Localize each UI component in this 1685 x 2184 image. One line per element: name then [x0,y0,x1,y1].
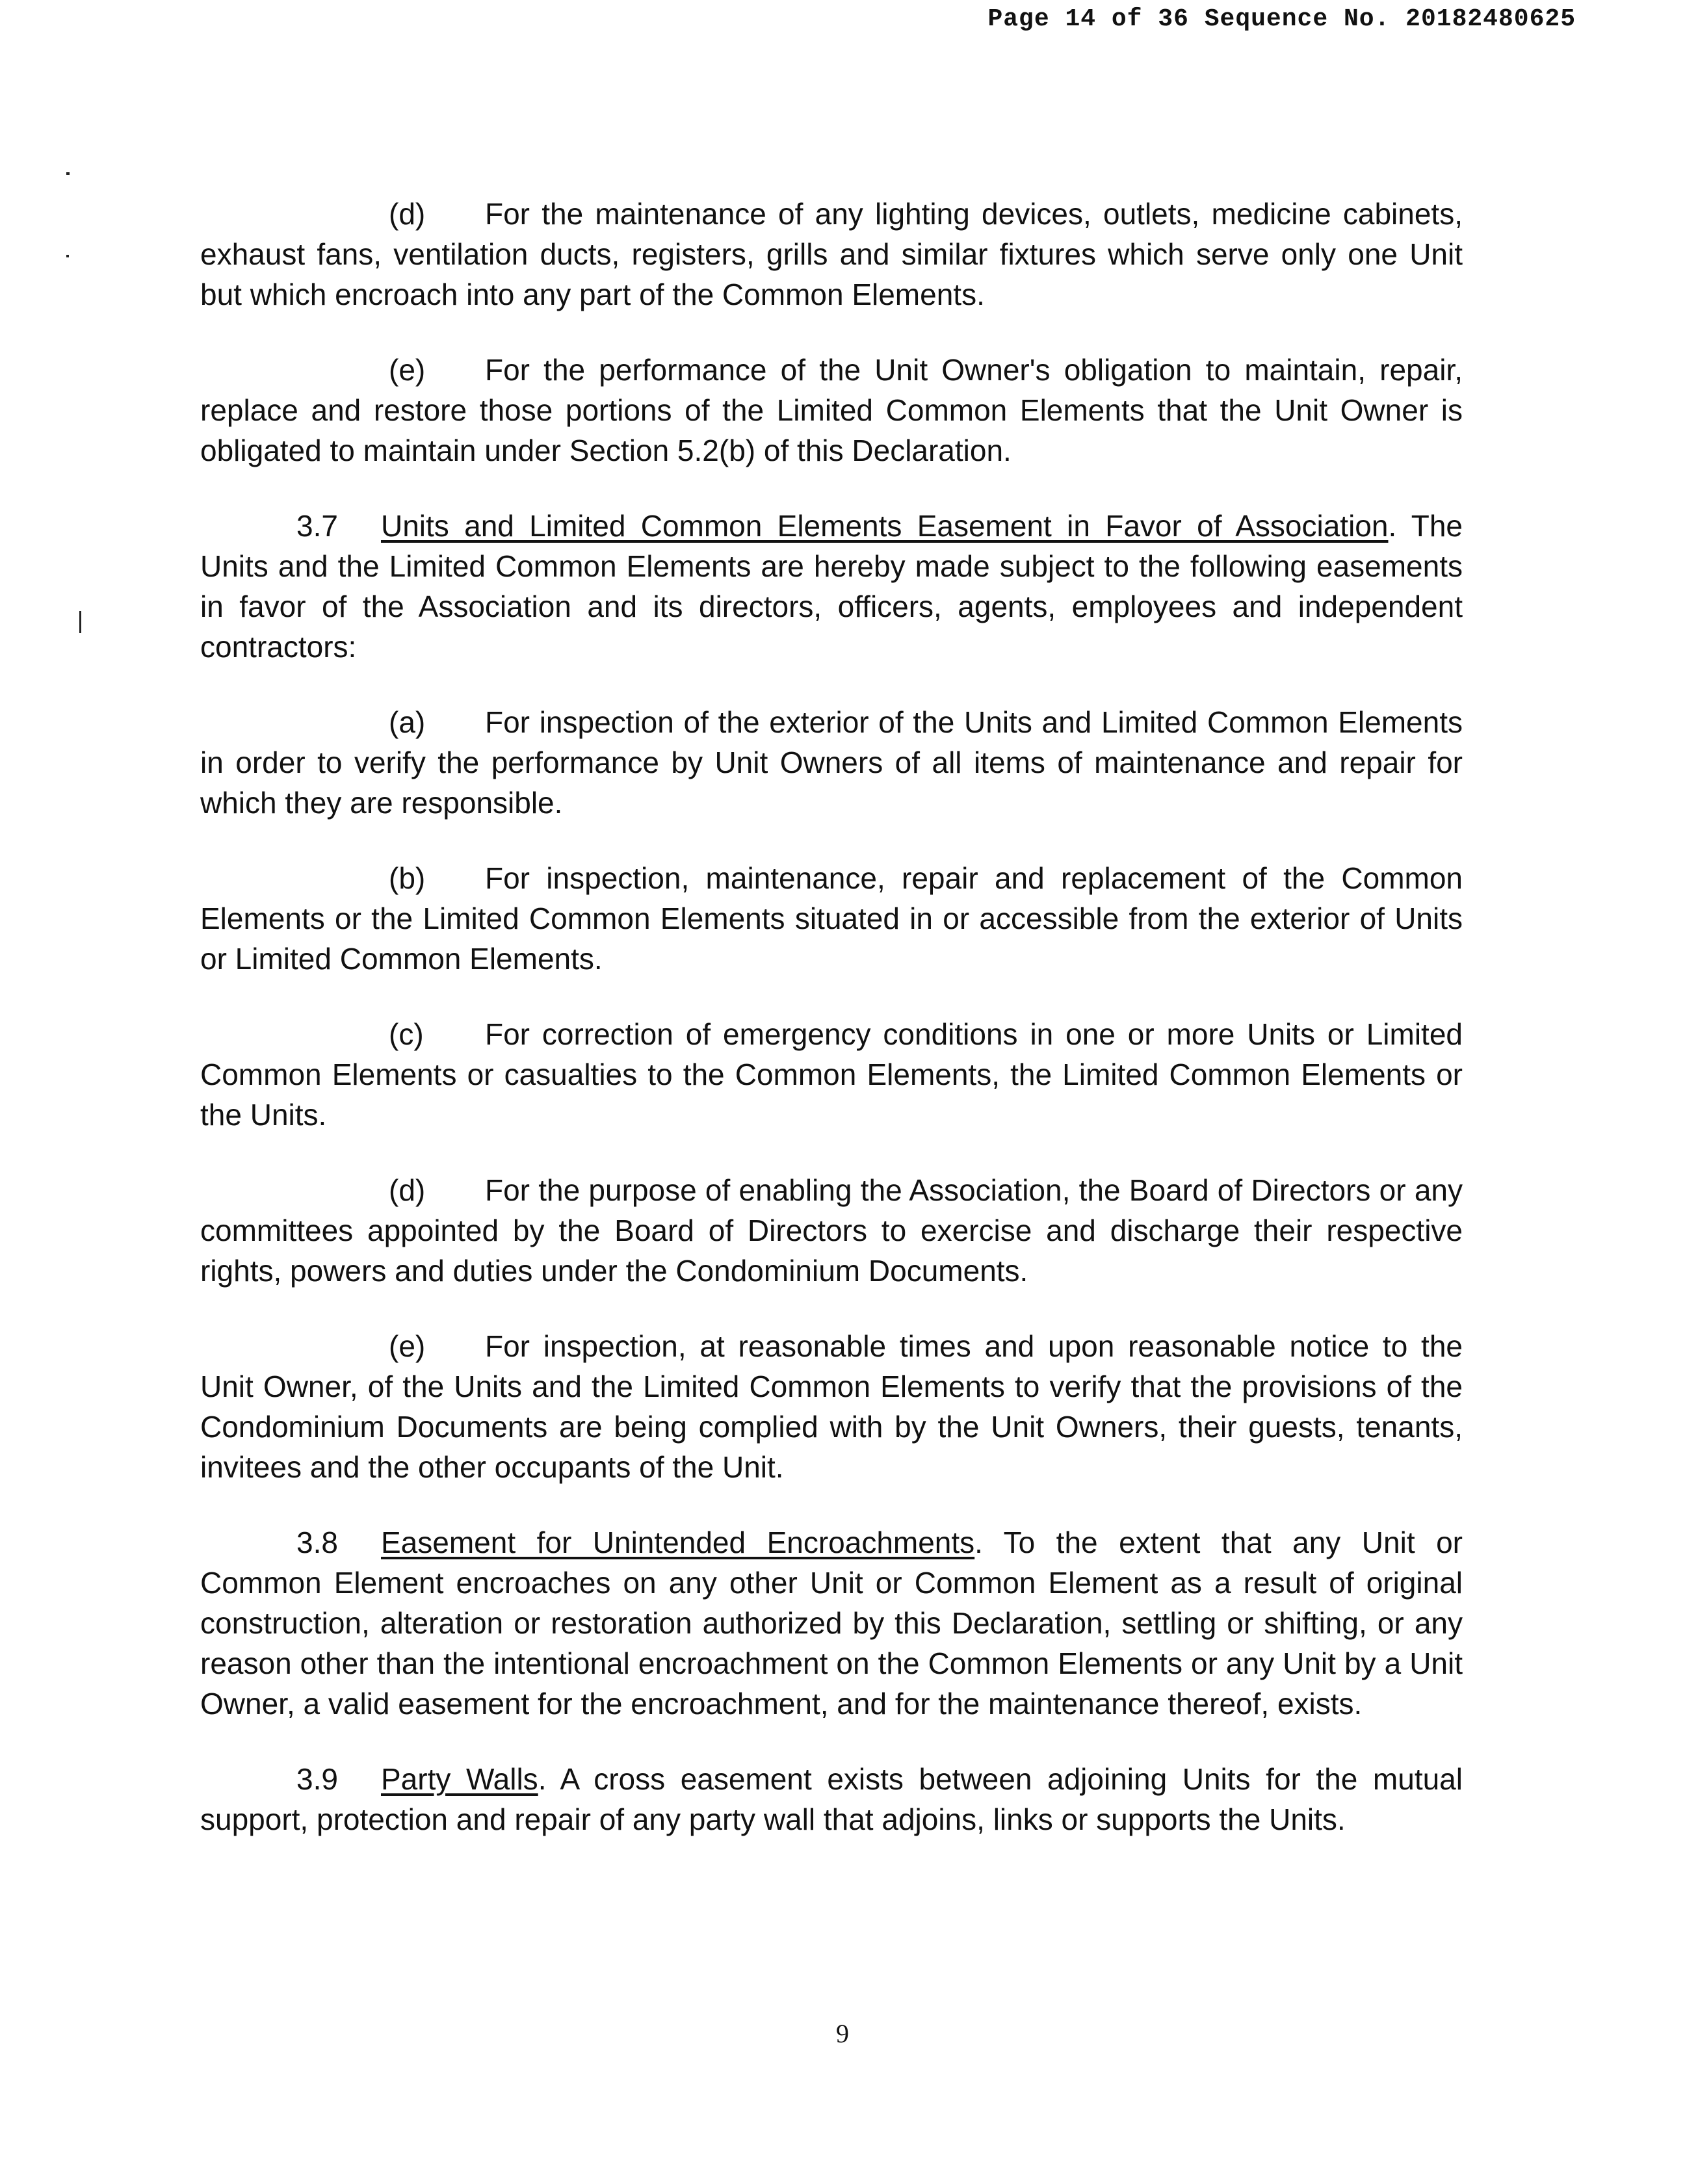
page-number: 9 [836,2019,849,2048]
scan-speck [66,172,70,175]
section-number: 3.8 [296,1526,338,1559]
section-heading: Easement for Unintended Encroachments [381,1526,975,1559]
paragraph-3-7-b [200,858,1463,979]
item-label: (b) [389,861,426,895]
item-text: For the maintenance of any lighting devices, outlets, medicine cabinets, exhaust fans, ventilation ducts, registers, grills and similar fixtures which serve only one Unit but which encroach into any part of the Common Elements. [200,197,1463,311]
item-label: (d) [389,1173,426,1207]
section-text: . To the extent that any Unit or Common Element encroaches on any other Unit or Common Element as a result of original construction, alteration or restoration authorized by this Declaration, settling or shifting, or any reason other than the intentional encroachment on the Common Elements or any Unit by a Unit Owner, a valid easement for the encroachment, and for the maintenance thereof, exists. [200,1526,1463,1721]
paragraph-3-6-d [200,194,1463,315]
document-body [200,194,1463,1875]
section-3-9 [200,1759,1463,1840]
scan-speck [79,611,81,633]
item-label: (d) [389,197,426,231]
scan-speck [66,255,69,257]
item-label: (e) [389,353,426,387]
paragraph-3-7-a [200,702,1463,823]
paragraph-3-7-e [200,1326,1463,1487]
item-label: (a) [389,705,426,739]
section-text: . A cross easement exists between adjoining Units for the mutual support, protection and repair of any party wall that adjoins, links or supports the Units. [200,1762,1463,1836]
paragraph-3-7-d [200,1170,1463,1291]
item-label: (e) [389,1329,426,1363]
item-text: For the purpose of enabling the Association, the Board of Directors or any committees appointed by the Board of Directors to exercise and discharge their respective rights, powers and duties under the Condominium Documents. [200,1173,1463,1288]
section-number: 3.9 [296,1762,338,1796]
paragraph-3-6-e [200,350,1463,471]
section-number: 3.7 [296,509,338,543]
section-3-7 [200,506,1463,667]
section-3-8 [200,1522,1463,1724]
page-sequence-header: Page 14 of 36 Sequence No. 20182480625 [987,5,1576,33]
item-text: For inspection, maintenance, repair and replacement of the Common Elements or the Limited Common Elements situated in or accessible from the exterior of Units or Limited Common Elements. [200,861,1463,976]
item-text: For the performance of the Unit Owner's obligation to maintain, repair, replace and restore those portions of the Limited Common Elements that the Unit Owner is obligated to maintain under Section 5.2(b) of this Declaration. [200,353,1463,467]
section-text: . The Units and the Limited Common Elements are hereby made subject to the following easements in favor of the Association and its directors, officers, agents, employees and independent contractors: [200,509,1463,664]
paragraph-3-7-c [200,1014,1463,1135]
section-heading: Units and Limited Common Elements Easement in Favor of Association [381,509,1389,543]
item-label: (c) [389,1017,424,1051]
item-text: For correction of emergency conditions in one or more Units or Limited Common Elements or casualties to the Common Elements, the Limited Common Elements or the Units. [200,1017,1463,1132]
section-heading: Party Walls [381,1762,538,1796]
item-text: For inspection, at reasonable times and upon reasonable notice to the Unit Owner, of the Units and the Limited Common Elements to verify that the provisions of the Condominium Documents are being complied with by the Unit Owners, their guests, tenants, invitees and the other occupants of the Unit. [200,1329,1463,1484]
item-text: For inspection of the exterior of the Units and Limited Common Elements in order to verify the performance by Unit Owners of all items of maintenance and repair for which they are responsible. [200,705,1463,820]
